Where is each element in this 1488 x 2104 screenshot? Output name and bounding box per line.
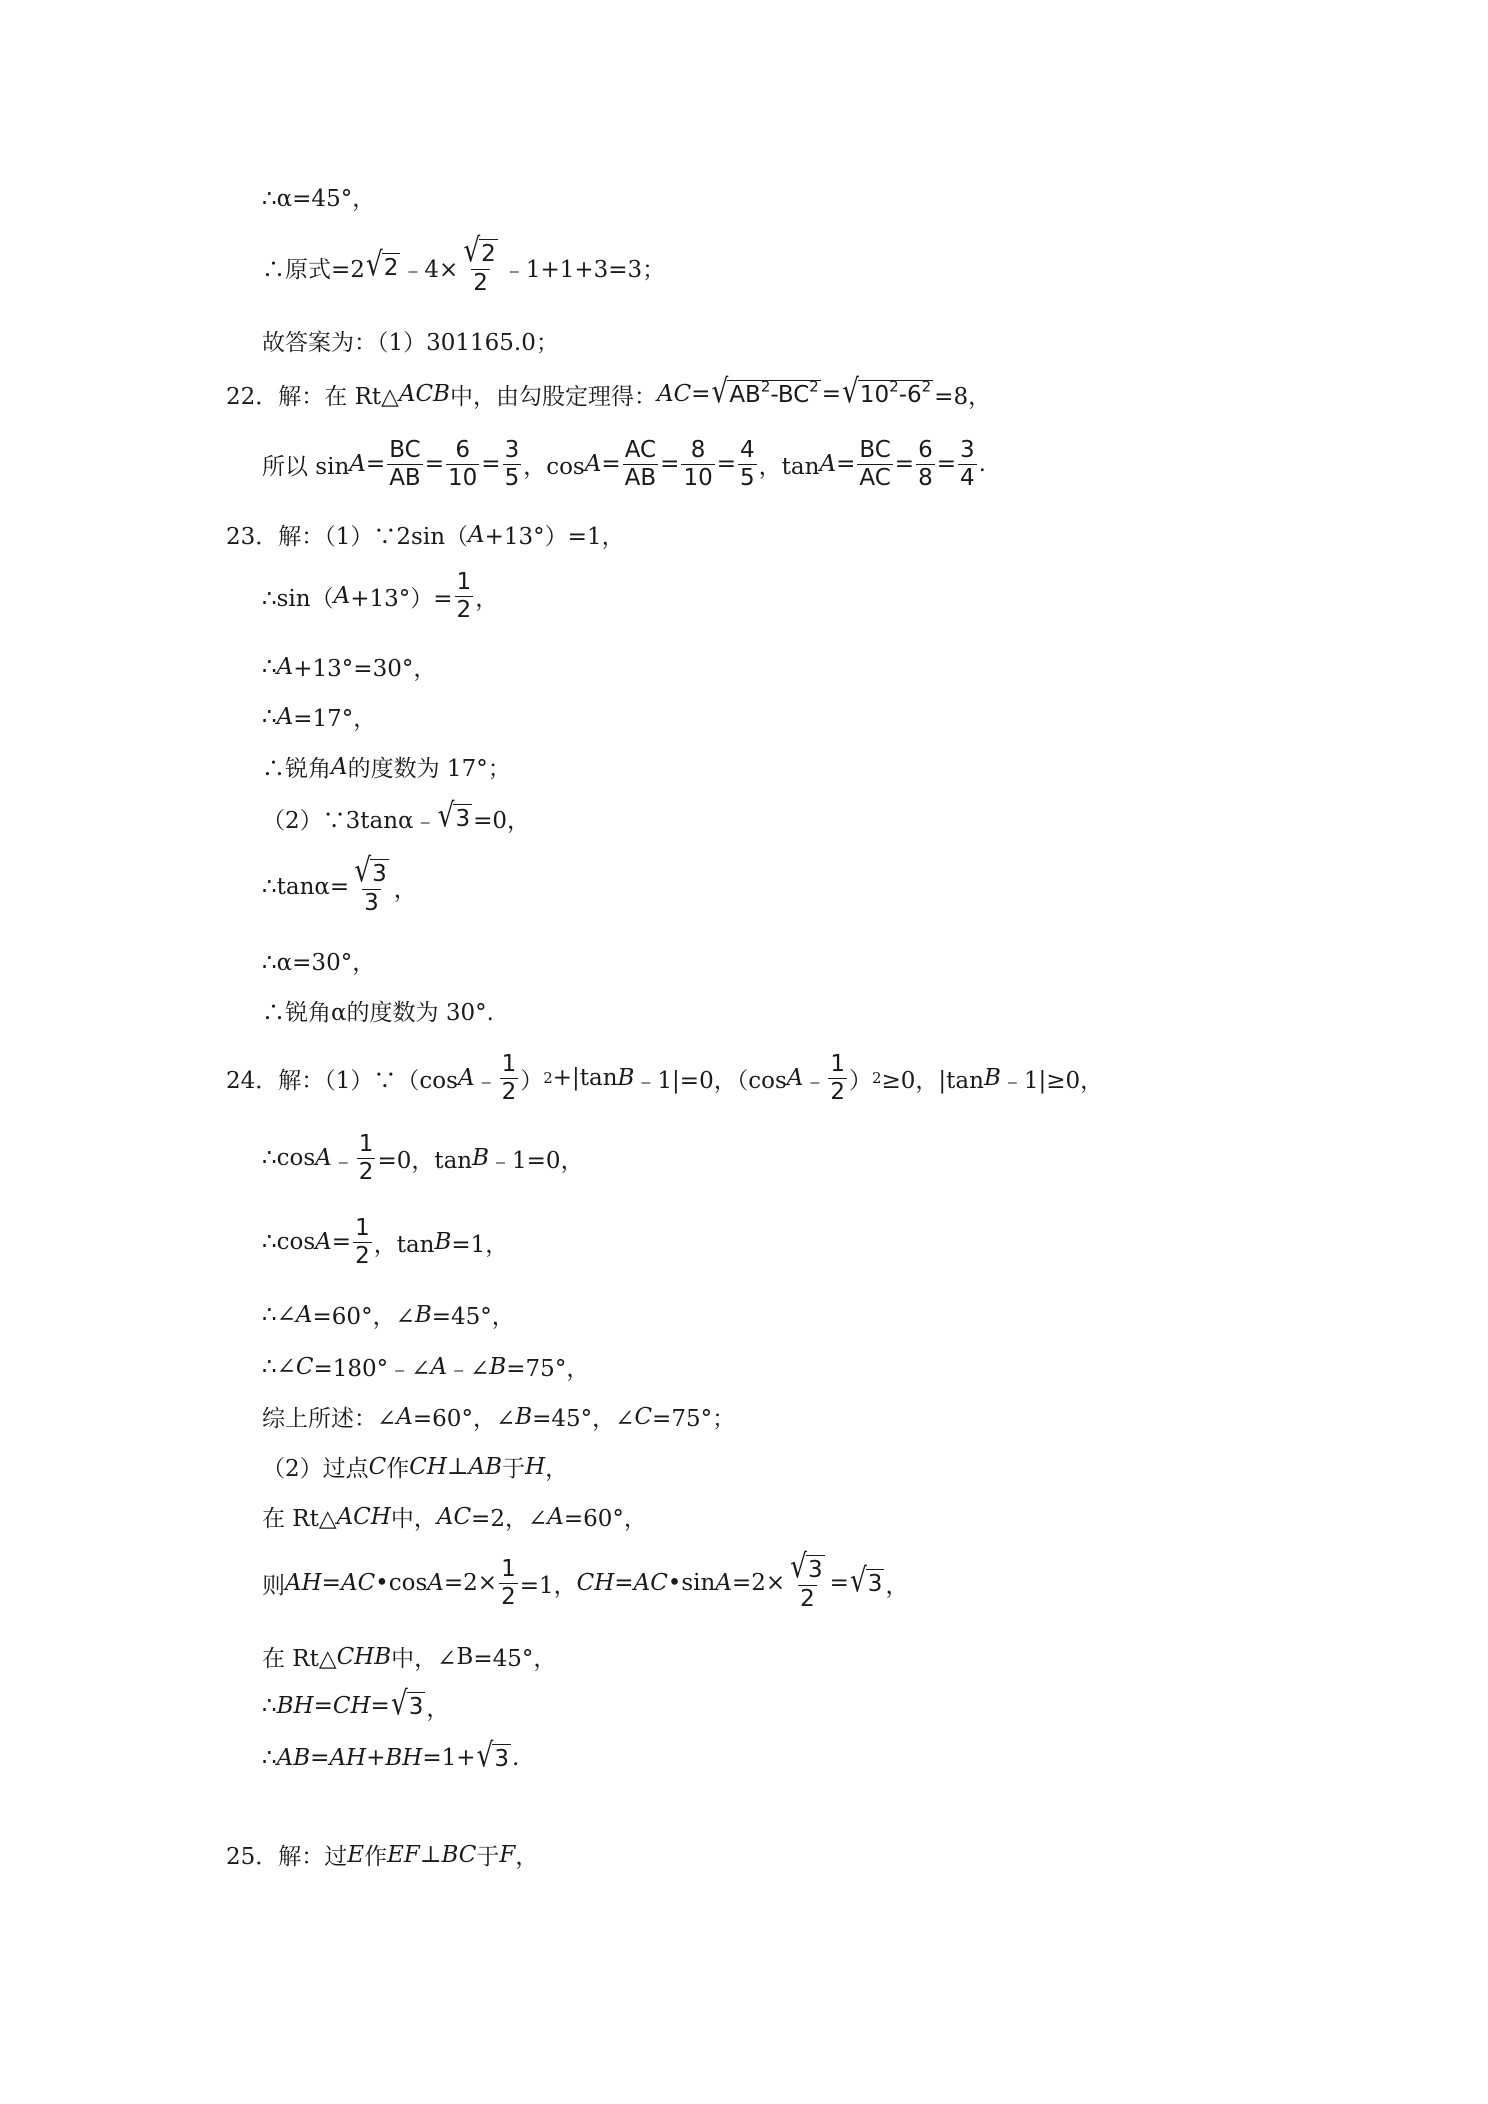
solution-line [262, 324, 559, 357]
solution-line: ∴tanα= √ 3 3 ， [262, 851, 417, 916]
line-text: ∴原式=2 [262, 256, 365, 283]
line-text: 故答案为：（1）301165.0； [262, 330, 559, 356]
solution-line: 综上所述：∠ A =60°，∠ B =45°，∠ C =75°； [262, 1403, 736, 1432]
solution-line: ∴sin（ A +13°）= $\frac{1}{2}$ ， [262, 569, 499, 623]
question-24-line: 24．解：（1）∵（cos A ﹣ 1 2 ） 2 +|tan B ﹣1|=0，（cos A ﹣ 1 2 ） 2 ≥0，|tan B ﹣1|≥0， [226, 1051, 1104, 1105]
fraction: $\frac{1}{2}$ [358, 1131, 374, 1185]
fraction: $\frac{AC}{AB}$ [624, 437, 657, 491]
line-text: ﹣4× [401, 256, 459, 283]
solution-line: ∴ A +13°=30°， [262, 653, 437, 682]
solution-line: 在 Rt△ CHB 中，∠ B =45°， [262, 1643, 557, 1672]
fraction: 1 2 [830, 1051, 846, 1105]
fraction: $\frac{3}{4}$ [959, 437, 975, 491]
line-text: ∴α=45°， [262, 186, 376, 212]
solution-line: ∴ BH = CH = √ 3 ， [262, 1684, 450, 1724]
fraction: √ 3 3 [354, 851, 387, 916]
solution-line [262, 232, 665, 302]
fraction: $\frac{8}{10}$ [683, 437, 713, 491]
fraction: √ 3 2 [790, 1547, 823, 1612]
solution-line: 所以 sin A = $\frac{BC}{AB}$ = $\frac{6}{10}$ = $\frac{3}{5}$ ，cos A = $\frac{AC}{AB}$ = $\frac{8}{10}$ = $\frac{4}{5}$ ，tan A = $\frac{BC}{AC}$ = $\frac{6}{8}$ = $\frac{3}{4}$ . [262, 437, 986, 491]
fraction: $\frac{4}{5}$ [740, 437, 755, 491]
fraction: √ 2 2 [463, 231, 496, 296]
question-23-line: 23．解：（1）∵2sin（ A +13°）=1， [226, 521, 625, 550]
fraction: $\frac{1}{2}$ [456, 569, 472, 623]
sqrt-expression: √ 3 [849, 1561, 883, 1601]
solution-line: ∴cos A ﹣ $\frac{1}{2}$ =0，tan B ﹣1=0， [262, 1131, 584, 1185]
solution-line: ∴ A =17°， [262, 703, 377, 732]
sqrt-expression: √ 3 [476, 1736, 510, 1776]
fraction: $\frac{BC}{AB}$ [389, 437, 421, 491]
solution-line: 在 Rt△ ACH 中， AC =2，∠ A =60°， [262, 1503, 647, 1532]
fraction: $\frac{6}{8}$ [918, 437, 933, 491]
fraction: 1 2 [501, 1051, 517, 1105]
solution-line: ∴ AB = AH + BH =1+ √ 3 . [262, 1736, 520, 1776]
solution-line: ∴∠ C =180°﹣∠ A ﹣∠ B =75°， [262, 1353, 590, 1382]
solution-line: ∴cos A = $\frac{1}{2}$ ，tan B =1， [262, 1215, 509, 1269]
solution-line: ∴α=30°， [262, 950, 376, 976]
fraction: $\frac{3}{5}$ [504, 437, 520, 491]
line-text: ﹣1+1+3=3； [502, 256, 666, 283]
sqrt-expression: √ $AB^2-BC^2$ [711, 372, 819, 412]
question-25-line: 25．解：过 E 作 EF ⊥ BC 于 F ， [226, 1841, 539, 1870]
solution-line: ∴锐角 A 的度数为 17°； [262, 753, 511, 782]
sqrt-expression: √ $10^2-6^2$ [842, 372, 932, 412]
sqrt-expression: √ 3 [437, 796, 471, 836]
question-22-line: 22．解：在 Rt△ ACB 中，由勾股定理得： AC = √ $AB^2-BC^2$ = √ $10^2-6^2$ =8， [226, 372, 992, 412]
solution-line: （2）∵3tanα﹣ √ 3 =0， [262, 796, 530, 836]
solution-line: 则 AH = AC •cos A =2× $\frac{1}{2}$ =1， CH = AC •sin A =2× √ 3 2 = √ 3 ， [262, 1547, 909, 1612]
solution-line [262, 180, 375, 213]
fraction: $\frac{6}{10}$ [448, 437, 478, 491]
solution-line: ∴∠ A =60°，∠ B =45°， [262, 1301, 515, 1330]
fraction: $\frac{1}{2}$ [501, 1556, 516, 1610]
sqrt-expression: √ 2 [365, 245, 399, 285]
solution-line: ∴锐角α的度数为 30°. [262, 1000, 494, 1026]
fraction: $\frac{1}{2}$ [355, 1215, 370, 1269]
solution-line: （2）过点 C 作 CH ⊥ AB 于 H ， [262, 1453, 569, 1482]
fraction: $\frac{BC}{AC}$ [859, 437, 891, 491]
sqrt-expression: √ 3 [390, 1684, 424, 1724]
